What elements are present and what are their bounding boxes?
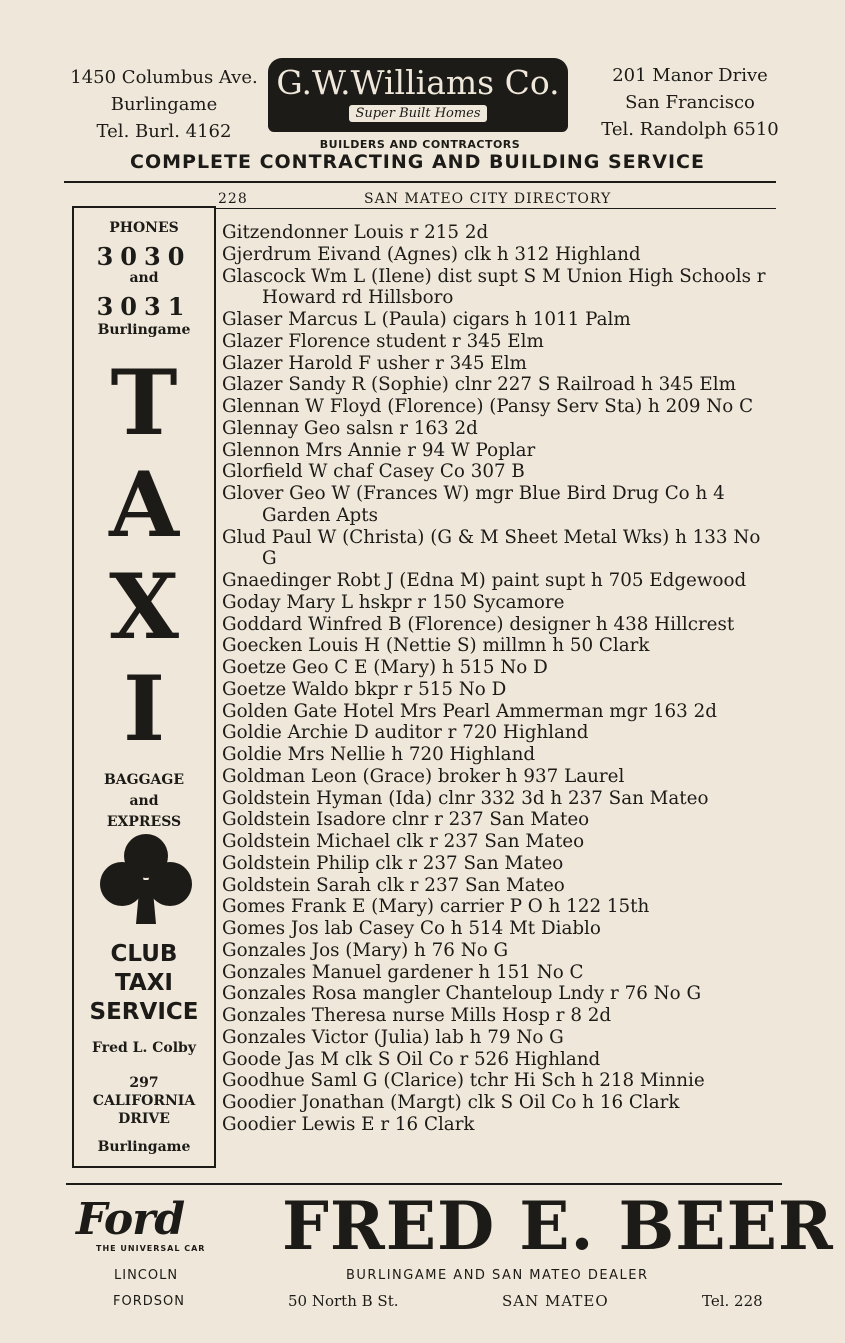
directory-entry: Goldstein Sarah clk r 237 San Mateo — [222, 874, 565, 896]
directory-entry: Glover Geo W (Frances W) mgr Blue Bird Drug Co h 4 Garden Apts — [222, 483, 725, 526]
directory-entry: Goldstein Philip clk r 237 San Mateo — [222, 852, 564, 874]
directory-entry: Goldstein Hyman (Ida) clnr 332 3d h 237 San Mateo — [222, 787, 709, 809]
running-header-rule — [216, 208, 776, 209]
taxi-side-ad — [72, 206, 216, 1168]
directory-entry: Goodier Jonathan (Margt) clk S Oil Co h 16 Clark — [222, 1092, 680, 1113]
phones-label: PHONES — [109, 220, 179, 236]
directory-entry: Goecken Louis H (Nettie S) millmn h 50 Clark — [222, 635, 650, 657]
club-suit-icon — [100, 830, 192, 926]
header-right-contact — [570, 62, 810, 143]
directory-entry: Glennay Geo salsn r 163 2d — [222, 417, 478, 439]
phone-number-2: 3031 — [96, 292, 192, 321]
directory-entry: Glud Paul W (Christa) (G & M Sheet Metal Wks) h 133 No G — [222, 526, 761, 570]
page-number: 228 — [218, 191, 248, 207]
baggage-label: BAGGAGE — [103, 772, 185, 788]
directory-entry: Goddard Winfred B (Florence) designer h 438 Hillcrest — [222, 613, 735, 635]
directory-entry: Goetze Geo C E (Mary) h 515 No D — [222, 657, 548, 678]
taxi-letter-i: I — [122, 656, 166, 762]
and-label-2: and — [129, 793, 159, 809]
taxi-address — [74, 1074, 214, 1128]
directory-entry: Glennan W Floyd (Florence) (Pansy Serv Sta) h 209 No C — [222, 396, 754, 417]
directory-entry: Gonzales Victor (Julia) lab h 79 No G — [222, 1026, 564, 1048]
builders-label: BUILDERS AND CONTRACTORS — [319, 138, 521, 151]
directory-entry: Gonzales Theresa nurse Mills Hosp r 8 2d — [222, 1005, 612, 1026]
directory-entry: Glazer Harold F usher r 345 Elm — [222, 352, 527, 374]
header-divider — [64, 181, 776, 183]
directory-entry: Gomes Frank E (Mary) carrier P O h 122 15th — [222, 896, 650, 918]
directory-entry: Gonzales Jos (Mary) h 76 No G — [222, 939, 509, 961]
street-line-2: DRIVE — [118, 1111, 170, 1127]
directory-entry: Gnaedinger Robt J (Edna M) paint supt h 705 Edgewood — [222, 570, 747, 591]
street-number: 297 — [129, 1075, 159, 1091]
fordson-label: FORDSON — [113, 1294, 185, 1309]
taxi-letter-x: X — [109, 554, 179, 660]
directory-entry: Gonzales Rosa mangler Chanteloup Lndy r 76 No G — [222, 983, 702, 1005]
directory-entry: Golden Gate Hotel Mrs Pearl Ammerman mgr 163 2d — [222, 700, 717, 722]
club-taxi-service — [74, 940, 214, 1027]
left-tel: Tel. Burl. 4162 — [96, 121, 232, 142]
lincoln-label: LINCOLN — [114, 1268, 179, 1283]
dealer-tel: Tel. 228 — [702, 1292, 763, 1310]
gw-williams-logo — [268, 58, 568, 132]
directory-entry: Glennon Mrs Annie r 94 W Poplar — [222, 439, 536, 461]
directory-entry: Gitzendonner Louis r 215 2d — [222, 222, 489, 243]
taxi-letter-t: T — [110, 350, 178, 456]
ford-logo: Ford — [76, 1194, 185, 1245]
directory-entry: Glazer Sandy R (Sophie) clnr 227 S Railroad h 345 Elm — [222, 374, 736, 396]
dealer-name: FRED E. BEER — [282, 1187, 834, 1265]
directory-entry: Glascock Wm L (Ilene) dist supt S M Union High Schools r Howard rd Hillsboro — [222, 265, 766, 309]
directory-entry: Goldman Leon (Grace) broker h 937 Laurel — [222, 765, 625, 787]
city-label-2: Burlingame — [97, 1139, 191, 1155]
directory-entry: Glaser Marcus L (Paula) cigars h 1011 Palm — [222, 309, 631, 330]
city-label-1: Burlingame — [97, 322, 191, 338]
directory-entry: Goodhue Saml G (Clarice) tchr Hi Sch h 218 Minnie — [222, 1070, 705, 1092]
directory-entry: Gomes Jos lab Casey Co h 514 Mt Diablo — [222, 918, 601, 939]
footer-divider — [66, 1183, 782, 1185]
dealer-line: BURLINGAME AND SAN MATEO DEALER — [346, 1268, 649, 1283]
directory-entry: Goode Jas M clk S Oil Co r 526 Highland — [222, 1048, 601, 1070]
left-address: 1450 Columbus Ave. — [70, 67, 258, 88]
service-tagline: COMPLETE CONTRACTING AND BUILDING SERVICE — [130, 151, 705, 173]
street-line-1: CALIFORNIA — [92, 1093, 196, 1109]
company-name: G.W.Williams Co. — [276, 63, 560, 102]
directory-entry: Goldstein Isadore clnr r 237 San Mateo — [222, 809, 590, 831]
service-label: SERVICE — [89, 999, 199, 1025]
right-city: San Francisco — [625, 92, 755, 113]
directory-listing — [222, 222, 778, 1136]
directory-entry: Glorfield W chaf Casey Co 307 B — [222, 461, 525, 483]
club-label: CLUB — [110, 941, 178, 967]
directory-entry: Goetze Waldo bkpr r 515 No D — [222, 678, 507, 700]
taxi-label: TAXI — [115, 970, 173, 996]
right-address: 201 Manor Drive — [612, 65, 768, 86]
directory-entry: Glazer Florence student r 345 Elm — [222, 330, 544, 352]
baggage-express — [74, 770, 214, 833]
taxi-letter-a: A — [109, 452, 179, 558]
proprietor-name: Fred L. Colby — [92, 1040, 196, 1056]
directory-entry: Goldie Archie D auditor r 720 Highland — [222, 722, 589, 744]
header-left-contact — [60, 64, 268, 145]
directory-entry: Goday Mary L hskpr r 150 Sycamore — [222, 591, 565, 613]
ford-universal-car: THE UNIVERSAL CAR — [96, 1244, 206, 1253]
directory-entry: Goldie Mrs Nellie h 720 Highland — [222, 744, 536, 765]
left-city: Burlingame — [110, 94, 218, 115]
directory-entry: Goldstein Michael clk r 237 San Mateo — [222, 831, 585, 852]
page-title: SAN MATEO CITY DIRECTORY — [364, 191, 612, 207]
right-tel: Tel. Randolph 6510 — [601, 119, 779, 140]
directory-entry: Gjerdrum Eivand (Agnes) clk h 312 Highland — [222, 243, 641, 265]
dealer-address: 50 North B St. — [288, 1292, 399, 1310]
dealer-city: SAN MATEO — [502, 1292, 609, 1310]
and-label-1: and — [129, 270, 159, 286]
phone-number-1: 3030 — [96, 242, 192, 271]
directory-entry: Gonzales Manuel gardener h 151 No C — [222, 961, 584, 983]
express-label: EXPRESS — [106, 814, 182, 830]
super-built-badge: Super Built Homes — [349, 105, 486, 122]
directory-entry: Goodier Lewis E r 16 Clark — [222, 1113, 475, 1135]
